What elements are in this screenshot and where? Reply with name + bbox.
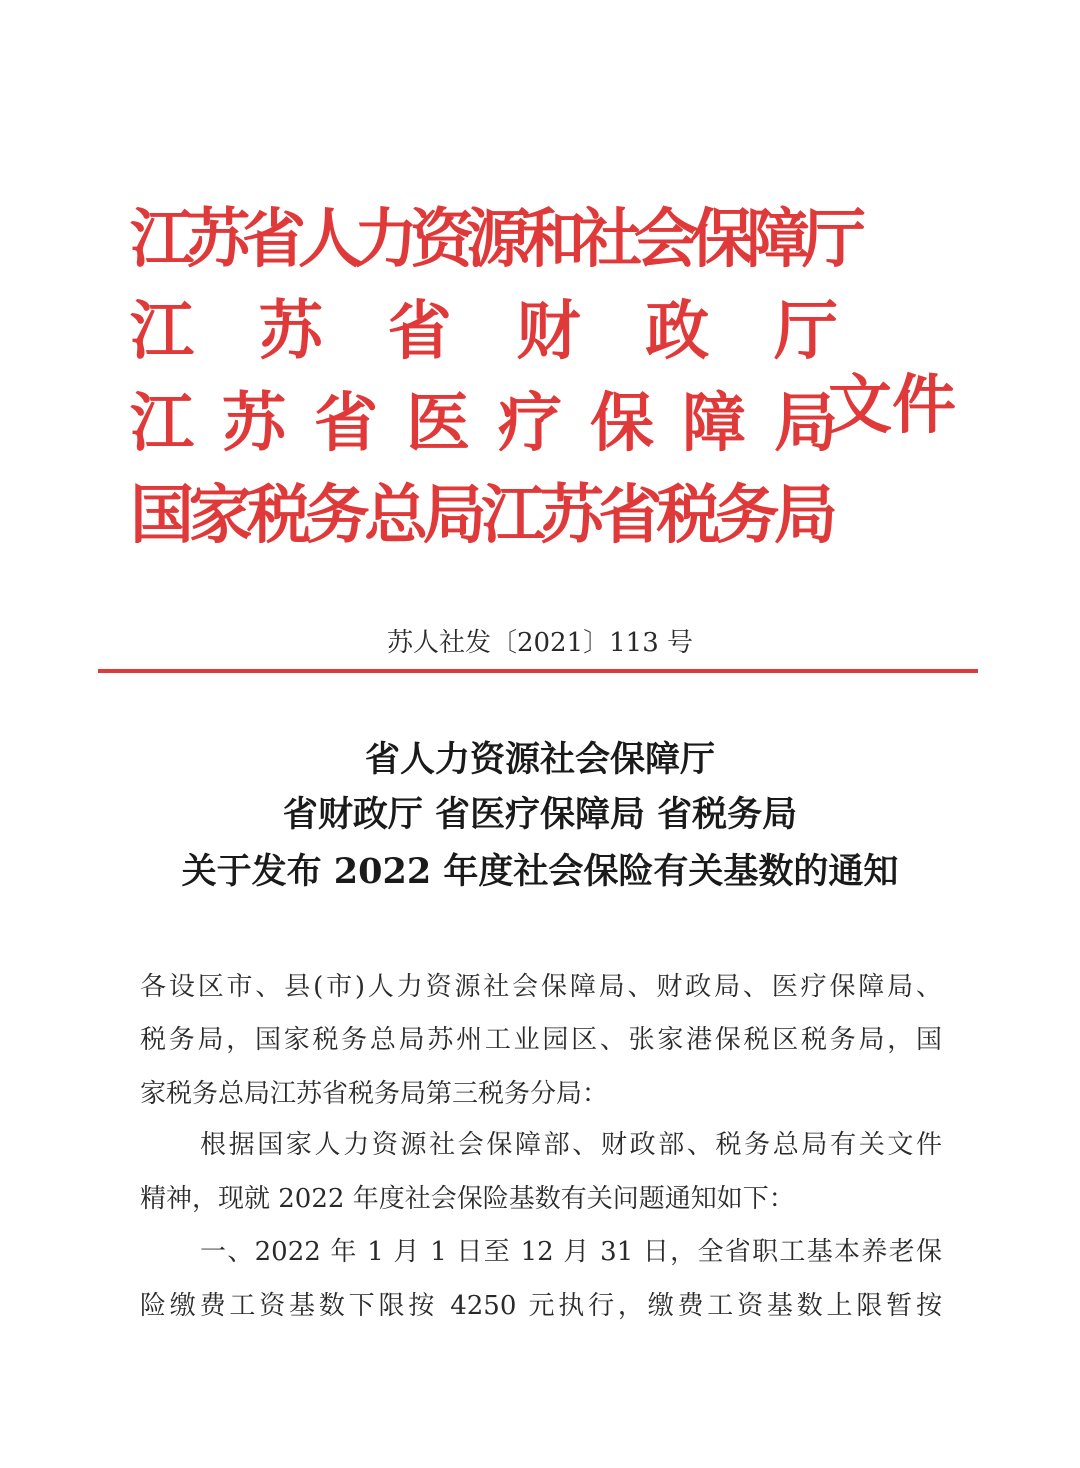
issuer-char: 江 xyxy=(130,387,194,461)
issuer-char: 局 xyxy=(773,479,838,553)
issuer-char: 税 xyxy=(247,479,312,553)
issuer-char: 苏 xyxy=(222,387,286,461)
issuer-char: 力 xyxy=(354,203,418,277)
issuer-char: 局 xyxy=(774,387,838,461)
issuer-char: 保 xyxy=(590,387,654,461)
issuer-char: 省 xyxy=(598,479,663,553)
issuer-char: 省 xyxy=(387,295,452,369)
issuer-char: 省 xyxy=(242,203,306,277)
body-line: 险缴费工资基数下限按 4250 元执行，缴费工资基数上限暂按 xyxy=(140,1291,942,1321)
red-letterhead xyxy=(130,203,866,576)
issuer-char: 国 xyxy=(130,479,194,553)
body-line: 家税务总局江苏省税务局第三税务分局： xyxy=(140,1079,609,1109)
issuer-char: 总 xyxy=(364,479,429,553)
body-line: 税务局，国家税务总局苏州工业园区、张家港保税区税务局，国 xyxy=(140,1025,942,1055)
issuer-char: 江 xyxy=(130,203,194,277)
issuer-char: 家 xyxy=(188,479,253,553)
issuer-char: 人 xyxy=(298,203,362,277)
issuer-char: 苏 xyxy=(258,295,323,369)
title-line-3: 关于发布 2022 年度社会保险有关基数的通知 xyxy=(181,851,899,892)
issuer-char: 务 xyxy=(715,479,780,553)
issuer-char: 社 xyxy=(578,203,642,277)
issuer-char: 财 xyxy=(516,295,581,369)
issuer-hrss xyxy=(130,203,866,277)
title-line-1: 省人力资源社会保障厅 xyxy=(364,739,715,780)
issuer-char: 税 xyxy=(656,479,721,553)
letterhead-suffix: 文件 xyxy=(828,369,956,443)
issuer-char: 和 xyxy=(522,203,586,277)
issuer-char: 江 xyxy=(130,295,194,369)
issuer-char: 保 xyxy=(690,203,754,277)
issuer-char: 厅 xyxy=(773,295,838,369)
issuer-char: 江 xyxy=(481,479,546,553)
body-line: 一、2022 年 1 月 1 日至 12 月 31 日，全省职工基本养老保 xyxy=(200,1237,942,1267)
body-line: 各设区市、县(市)人力资源社会保障局、财政局、医疗保障局、 xyxy=(140,972,942,1002)
issuer-finance xyxy=(130,295,838,369)
issuer-char: 资 xyxy=(410,203,474,277)
issuer-char: 疗 xyxy=(498,387,562,461)
issuer-char: 苏 xyxy=(186,203,250,277)
issuer-medical xyxy=(130,387,838,461)
issuer-char: 厅 xyxy=(802,203,866,277)
issuer-char: 苏 xyxy=(539,479,604,553)
issuer-char: 局 xyxy=(422,479,487,553)
issuer-char: 医 xyxy=(406,387,470,461)
issuer-char: 政 xyxy=(645,295,710,369)
issuer-char: 源 xyxy=(466,203,530,277)
issuer-char: 会 xyxy=(634,203,698,277)
issuer-char: 省 xyxy=(314,387,378,461)
body-line: 精神，现就 2022 年度社会保险基数有关问题通知如下： xyxy=(140,1184,795,1214)
issuer-char: 障 xyxy=(746,203,810,277)
issuer-tax xyxy=(130,479,838,553)
title-line-2: 省财政厅 省医疗保障局 省税务局 xyxy=(282,794,798,835)
document-number: 苏人社发〔2021〕113 号 xyxy=(386,628,694,658)
issuer-char: 务 xyxy=(305,479,370,553)
body-line: 根据国家人力资源社会保障部、财政部、税务总局有关文件 xyxy=(200,1130,942,1160)
issuer-char: 障 xyxy=(682,387,746,461)
red-divider xyxy=(98,669,978,673)
